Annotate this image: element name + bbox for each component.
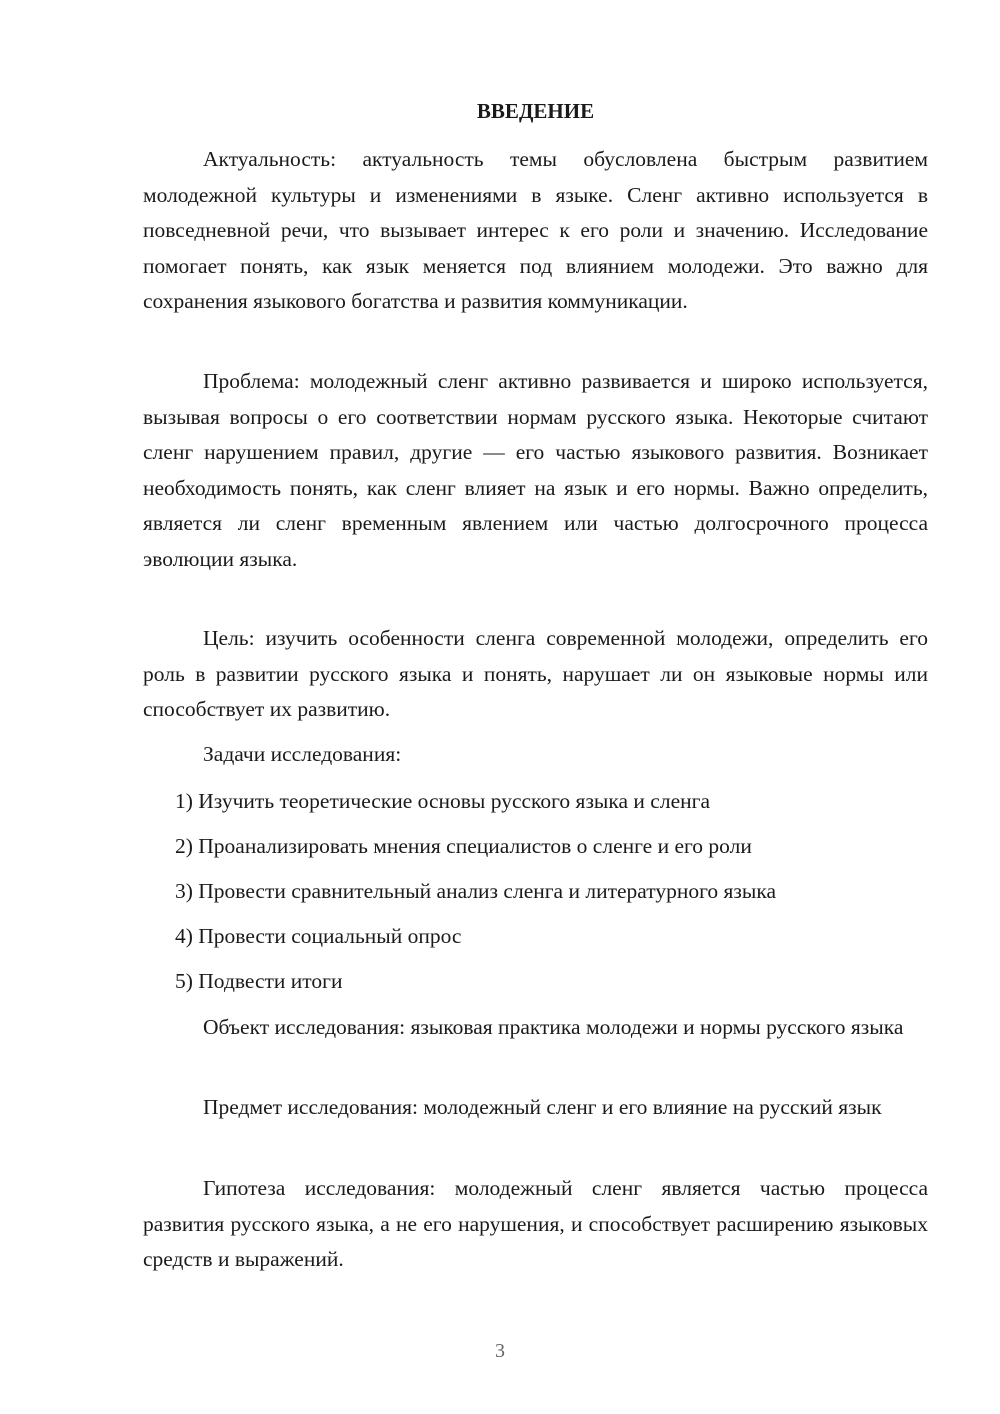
- page-number: 3: [495, 1340, 505, 1362]
- problem-paragraph: Проблема: молодежный сленг активно развивается и широко используется, вызывая вопросы о его соответствии нормам русского языка. Некоторые считают сленг нарушением правил, другие — его частью языкового развития. Возникает необходимость понять, как сленг влияет на язык и его нормы. Важно определить, является ли сленг временным явлением или частью долгосрочного процесса эволюции языка.: [143, 369, 928, 571]
- goal-paragraph: Цель: изучить особенности сленга современной молодежи, определить его роль в развитии русского языка и понять, нарушает ли он языковые нормы или способствует их развитию.: [143, 626, 928, 721]
- list-item: 2) Проанализировать мнения специалистов о сленге и его роли: [175, 834, 752, 858]
- relevance-paragraph: Актуальность: актуальность темы обусловлена быстрым развитием молодежной культуры и изменениями в языке. Сленг активно используется в повседневной речи, что вызывает интерес к его роли и значению. Исследование помогает понять, как язык меняется под влиянием молодежи. Это важно для сохранения языкового богатства и развития коммуникации.: [143, 147, 928, 313]
- list-item: 5) Подвести итоги: [175, 969, 343, 993]
- list-item: 4) Провести социальный опрос: [175, 924, 462, 948]
- list-item: 1) Изучить теоретические основы русского языка и сленга: [175, 789, 710, 813]
- hypothesis-paragraph: Гипотеза исследования: молодежный сленг является частью процесса развития русского языка, а не его нарушения, и способствует расширению языковых средств и выражений.: [143, 1176, 928, 1271]
- object-paragraph: Объект исследования: языковая практика молодежи и нормы русского языка: [203, 1015, 904, 1039]
- list-item: 3) Провести сравнительный анализ сленга и литературного языка: [175, 879, 777, 903]
- subject-paragraph: Предмет исследования: молодежный сленг и его влияние на русский язык: [203, 1095, 882, 1119]
- page-title: ВВЕДЕНИЕ: [476, 99, 595, 123]
- tasks-heading: Задачи исследования:: [203, 742, 402, 766]
